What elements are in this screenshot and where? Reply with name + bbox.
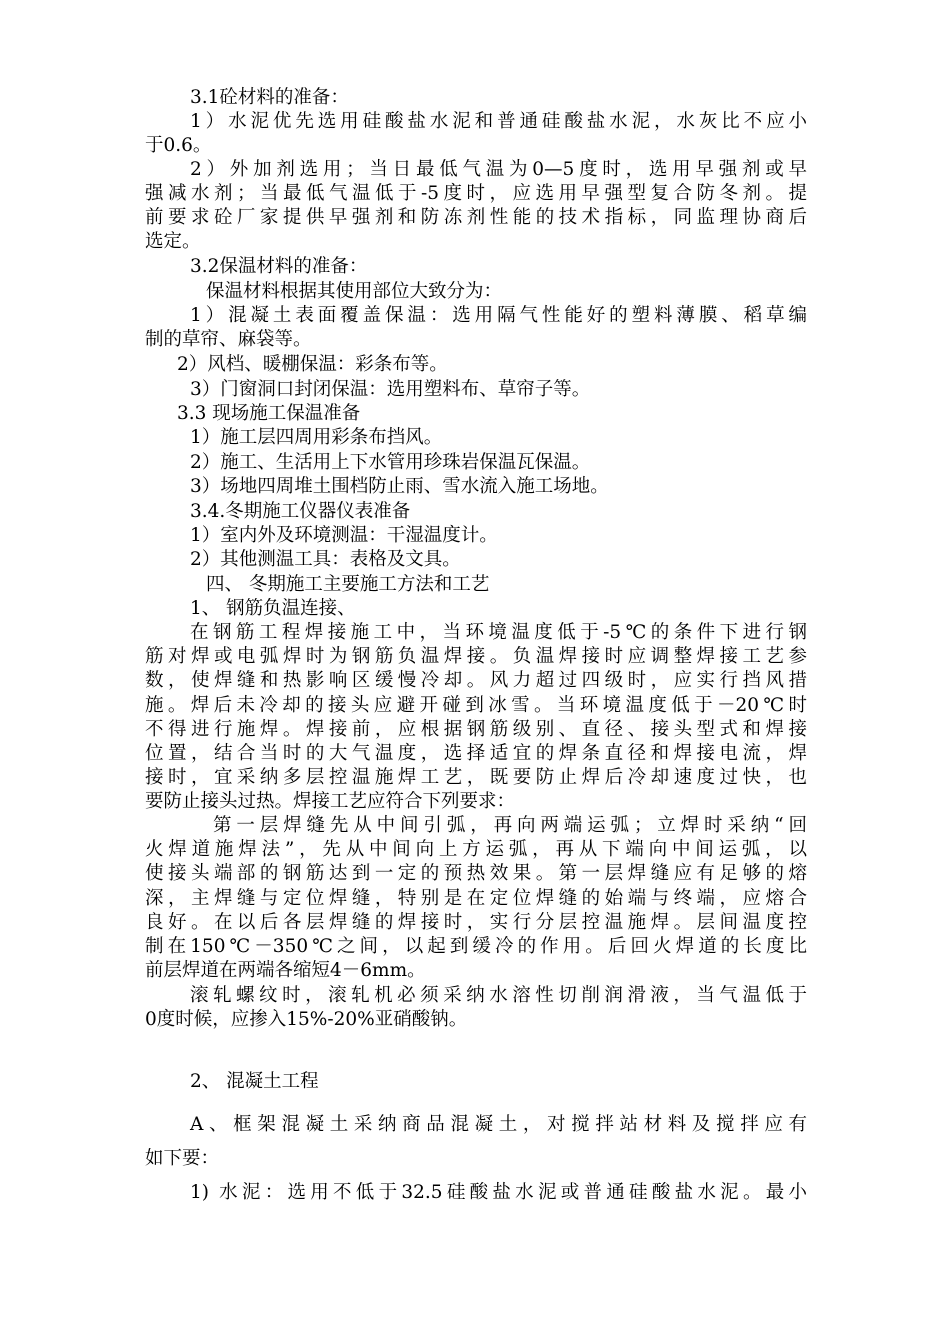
text-line: 数，使焊缝和热影响区缓慢冷却。风力超过四级时，应实行挡风措 <box>145 670 807 691</box>
text-line: 强减水剂；当最低气温低于-5度时，应选用早强型复合防冬剂。提 <box>145 183 807 204</box>
text-line: 3）场地四周堆土围档防止雨、雪水流入施工场地。 <box>190 476 609 497</box>
text-line: 制在150℃－350℃之间，以起到缓冷的作用。后回火焊道的长度比 <box>145 936 807 957</box>
text-line: 于0.6。 <box>145 135 212 156</box>
text-line: 3.3 现场施工保温准备 <box>177 403 361 424</box>
text-line: 选定。 <box>145 231 201 252</box>
text-line: 3.1砼材料的准备： <box>190 87 349 108</box>
text-line: 0度时候，应掺入15%-20%亚硝酸钠。 <box>145 1009 468 1030</box>
text-line: 前要求砼厂家提供早强剂和防冻剂性能的技术指标，同监理协商后 <box>145 207 807 228</box>
text-line: 制的草帘、麻袋等。 <box>145 329 312 350</box>
text-line: 2、 混凝土工程 <box>190 1071 319 1092</box>
text-line: 3）门窗洞口封闭保温：选用塑料布、草帘子等。 <box>190 379 591 400</box>
text-line: 3.4.冬期施工仪器仪表准备 <box>190 501 411 522</box>
text-line: 深，主焊缝与定位焊缝，特别是在定位焊缝的始端与终端，应熔合 <box>145 888 807 909</box>
text-line: 使接头端部的钢筋达到一定的预热效果。第一层焊缝应有足够的熔 <box>145 863 807 884</box>
text-line: 在钢筋工程焊接施工中，当环境温度低于-5℃的条件下进行钢 <box>190 622 807 643</box>
text-line: 1）水泥优先选用硅酸盐水泥和普通硅酸盐水泥，水灰比不应小 <box>190 111 807 132</box>
text-line: 1) 水泥：选用不低于32.5硅酸盐水泥或普通硅酸盐水泥。最小 <box>190 1182 807 1203</box>
text-line: 1）混凝土表面覆盖保温：选用隔气性能好的塑料薄膜、稻草编 <box>190 305 807 326</box>
text-line: 不得进行施焊。焊接前，应根据钢筋级别、直径、接头型式和焊接 <box>145 719 807 740</box>
text-line: 2）其他测温工具：表格及文具。 <box>190 549 461 570</box>
text-line: 要防止接头过热。焊接工艺应符合下列要求： <box>145 791 516 812</box>
text-line: 接时，宜采纳多层控温施焊工艺，既要防止焊后冷却速度过快，也 <box>145 767 807 788</box>
text-line: 2）施工、生活用上下水管用珍珠岩保温瓦保温。 <box>190 452 591 473</box>
text-line: 保温材料根据其使用部位大致分为： <box>206 281 503 302</box>
text-line: A、框架混凝土采纳商品混凝土，对搅拌站材料及搅拌应有 <box>190 1114 807 1135</box>
text-line: 1）室内外及环境测温：干湿温度计。 <box>190 525 498 546</box>
text-line: 火焊道施焊法”，先从中间向上方运弧，再从下端向中间运弧，以 <box>145 839 807 860</box>
text-line: 良好。在以后各层焊缝的焊接时，实行分层控温施焊。层间温度控 <box>145 912 807 933</box>
text-line: 筋对焊或电弧焊时为钢筋负温焊接。负温焊接时应调整焊接工艺参 <box>145 646 807 667</box>
text-line: 位置，结合当时的大气温度，选择适宜的焊条直径和焊接电流，焊 <box>145 743 807 764</box>
text-line: 四、 冬期施工主要施工方法和工艺 <box>206 574 490 595</box>
text-line: 3.2保温材料的准备： <box>190 256 368 277</box>
text-line: 施。焊后未冷却的接头应避开碰到冰雪。当环境温度低于－20℃时 <box>145 695 807 716</box>
text-line: 1）施工层四周用彩条布挡风。 <box>190 427 443 448</box>
text-line: 如下要： <box>145 1148 220 1169</box>
text-line: 2）外加剂选用；当日最低气温为0—5度时，选用早强剂或早 <box>190 159 807 180</box>
text-line: 第一层焊缝先从中间引弧，再向两端运弧；立焊时采纳“回 <box>213 815 807 836</box>
text-line: 滚轧螺纹时，滚轧机必须采纳水溶性切削润滑液，当气温低于 <box>190 985 807 1006</box>
text-line: 1、 钢筋负温连接、 <box>190 598 356 619</box>
text-line: 前层焊道在两端各缩短4－6mm。 <box>145 960 426 981</box>
text-line: 2）风档、暖棚保温：彩条布等。 <box>177 354 448 375</box>
